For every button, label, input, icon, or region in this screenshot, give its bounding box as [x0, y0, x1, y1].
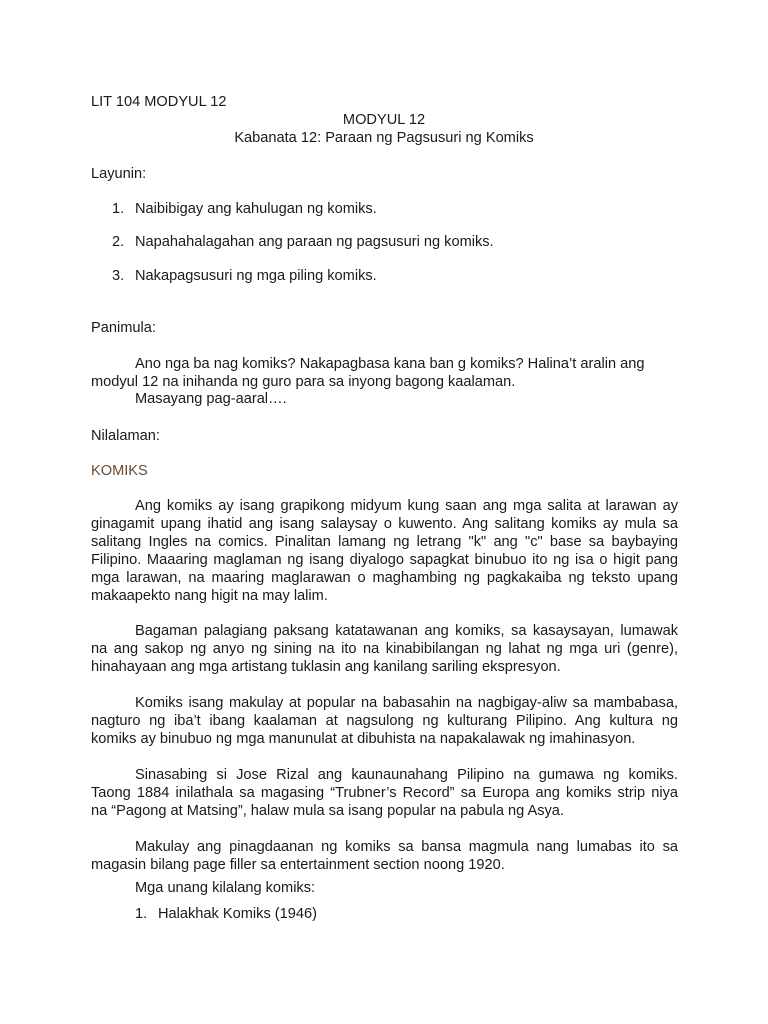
list-text: Nakapagsusuri ng mga piling komiks.: [135, 268, 377, 284]
paragraph-line: Bagaman palagiang paksang katatawanan ang komiks, sa kasaysayan, lumawak: [135, 623, 678, 639]
paragraph-line: ginagamit upang ihatid ang isang salaysay o kuwento. Ang salitang komiks ay mula sa: [91, 516, 678, 532]
list-number: 1.: [112, 201, 125, 217]
paragraph-line: Ano nga ba nag komiks? Nakapagbasa kana ban g komiks? Halina’t aralin ang: [135, 356, 645, 372]
course-code: LIT 104 MODYUL 12: [91, 94, 227, 110]
paragraph-line: makaapekto nang higit na may lalim.: [91, 588, 328, 604]
paragraph-line: Taong 1884 inilathala sa magasing “Trubner’s Record” sa Europa ang komiks strip niya: [91, 785, 678, 801]
list-text: Naibibigay ang kahulugan ng komiks.: [135, 201, 377, 217]
list-text: Napahahalagahan ang paraan ng pagsusuri ng komiks.: [135, 234, 494, 250]
panimula-heading: Panimula:: [91, 320, 156, 336]
paragraph-line: Sinasabing si Jose Rizal ang kaunaunahang Pilipino na gumawa ng komiks.: [135, 767, 678, 783]
paragraph-line: mga larawan, na maaring maglarawan o maghambing ng pagkakaiba ng teksto upang: [91, 570, 678, 586]
paragraph-line: na “Pagong at Matsing”, halaw mula sa isang popular na pabula ng Asya.: [91, 803, 564, 819]
paragraph-line: hinahayaan ang mga artistang tuklasin ang kanilang sariling ekspresyon.: [91, 659, 561, 675]
list-number: 2.: [112, 234, 125, 250]
list-text: Halakhak Komiks (1946): [158, 906, 317, 922]
paragraph-line: Makulay ang pinagdaanan ng komiks sa bansa magmula nang lumabas ito sa: [135, 839, 678, 855]
chapter-subtitle: Kabanata 12: Paraan ng Pagsusuri ng Komiks: [234, 130, 534, 146]
paragraph-line: Ang komiks ay isang grapikong midyum kung saan ang mga salita at larawan ay: [135, 498, 678, 514]
paragraph-line: Komiks isang makulay at popular na babasahin na nagbigay-aliw sa mambabasa,: [135, 695, 678, 711]
section-title: KOMIKS: [91, 463, 148, 479]
nilalaman-heading: Nilalaman:: [91, 428, 160, 444]
paragraph-line: modyul 12 na inihanda ng guro para sa inyong bagong kaalaman.: [91, 374, 516, 390]
paragraph-line: nagturo ng iba’t ibang kaalaman at nagsulong ng kulturang Pilipino. Ang kultura ng: [91, 713, 678, 729]
list-number: 1.: [135, 906, 148, 922]
paragraph-line: salitang Ingles na comics. Pinalitan lamang ng letrang "k" ang "c" base sa baybaying: [91, 534, 678, 550]
list-number: 3.: [112, 268, 125, 284]
paragraph-line: magasin bilang page filler sa entertainment section noong 1920.: [91, 857, 505, 873]
paragraph-line: komiks ay binubuo ng mga manunulat at dibuhista na napakalawak ng imahinasyon.: [91, 731, 636, 747]
paragraph-line: Filipino. Maaaring maglaman ng isang diyalogo sapagkat binubuo ito ng isa o higit pang: [91, 552, 678, 568]
module-title: MODYUL 12: [342, 112, 426, 128]
layunin-heading: Layunin:: [91, 166, 147, 182]
paragraph-line: Masayang pag-aaral….: [135, 391, 287, 407]
paragraph-line: na ang sakop ng anyo ng sining na ito na kinabibilangan ng lahat ng mga uri (genre),: [91, 641, 678, 657]
early-komiks-heading: Mga unang kilalang komiks:: [135, 880, 316, 896]
